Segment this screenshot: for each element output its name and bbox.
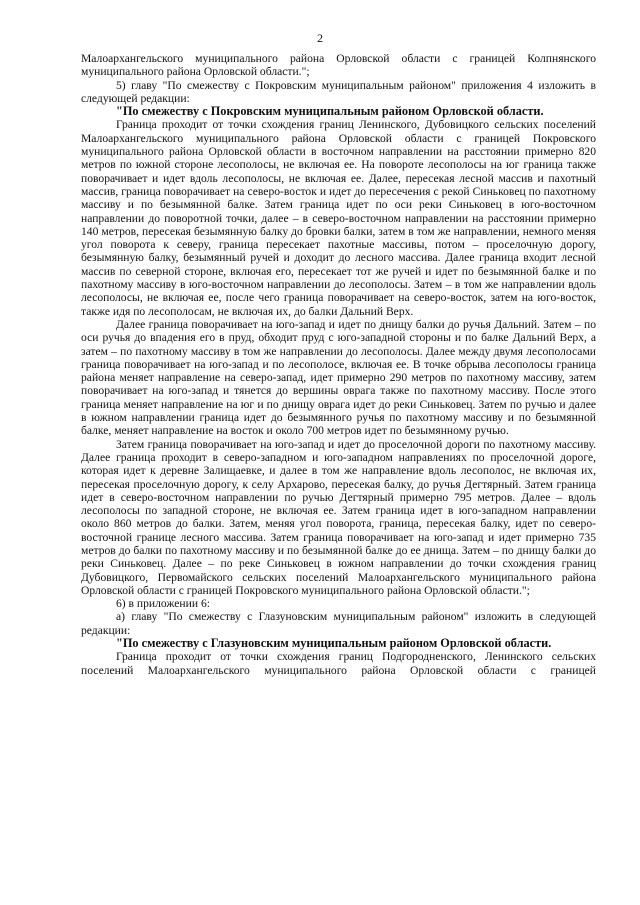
- amendment-subitem-a: а) главу "По смежеству с Глазуновским муниципальным районом" изложить в следующей редакции:: [81, 610, 596, 637]
- section-heading-glazunovsky: "По смежеству с Глазуновским муниципальным районом Орловской области.: [116, 636, 552, 651]
- document-body: [81, 52, 596, 677]
- page-number: 2: [317, 31, 323, 45]
- boundary-paragraph-2: Далее граница поворачивает на юго-запад и идет по днищу балки до ручья Дальний. Затем – по оси ручья до впадения его в пруд, обходит пруд с юго-западной стороны и по балке Дальний Верх, а затем – по пахотному массиву в том же направлении до лесополосы. Далее между двумя лесополосами граница поворачивает на юго-запад и по лесополосе, включая ее. В точке обрыва лесополосы граница района меняет направление на северо-запад, идет примерно 290 метров по пахотному массиву, затем поворачивает на юго-запад и тянется до вершины оврага также по пахотному массиву. После этого граница меняет направление на юг и по днищу оврага идет до реки Синьковец. Затем по ручью и далее в южном направлении граница идет до безымянного ручья по пахотному массиву и по безымянной балке, меняет направление на восток и около 700 метров идет по безымянному ручью.: [81, 317, 596, 438]
- section-heading-pokrovsky: "По смежеству с Покровским муниципальным районом Орловской области.: [116, 104, 544, 119]
- boundary-paragraph-1: Граница проходит от точки схождения границ Ленинского, Дубовицкого сельских поселений Малоархангельского муниципального района Орловской области с границей Покровского муниципального района Орловской области в восточном направлении на расстоянии примерно 820 метров по южной стороне лесополосы, не включая ее. На повороте лесополосы на юг граница также поворачивает и идет вдоль лесополосы, не включая ее. Далее, пересекая лесной массив и пахотный массив, граница поворачивает на северо-восток и идет до пересечения с рекой Синьковец по пахотному массиву и по безымянной балке. Затем граница идет по оси реки Синьковец в юго-восточном направлении до поворотной точки, далее – в северо-восточном направлении на расстоянии примерно 140 метров, пересекая безымянную балку до бровки балки, затем в том же направлении, немного меняя угол поворота к северу, граница пересекает пахотные массивы, потом – проселочную дорогу, безымянную балку, безымянный ручей и доходит до лесного массива. Далее граница входит лесной массив по северной стороне, включая его, пересекает тот же ручей и идет по безымянной балке и по пахотному массиву в юго-восточном направлении до лесополосы. Затем – в том же направлении вдоль лесополосы, не включая ее, после чего граница поворачивает на северо-восток, затем на юго-восток, также идя по лесополосам, не включая их, до балки Дальний Верх.: [81, 118, 596, 318]
- continuation-paragraph: Малоархангельского муниципального района Орловской области с границей Колпнянского муниципального района Орловской области.";: [81, 52, 596, 79]
- amendment-item-5: 5) главу "По смежеству с Покровским муниципальным районом" приложения 4 изложить в следующей редакции:: [81, 78, 596, 105]
- amendment-item-6: 6) в приложении 6:: [116, 597, 210, 611]
- boundary-paragraph-glazunovsky: Граница проходит от точки схождения границ Подгородненского, Ленинского сельских поселений Малоархангельского муниципального района Орловской области с границей: [81, 650, 596, 677]
- boundary-paragraph-3: Затем граница поворачивает на юго-запад и идет до проселочной дороги по пахотному массиву. Далее граница проходит в северо-западном и юго-западном направлениях по проселочной дороге, которая идет к деревне Залищаевке, и далее в том же направление вдоль лесополос, не включая их, пересекая проселочную дорогу, к селу Архарово, пересекая балку, до ручья Дегтярный. Затем граница идет в северо-восточном направлении по ручью Дегтярный примерно 795 метров. Далее – вдоль лесополосы по западной стороне, не включая ее. Затем граница идет в юго-западном направлении около 860 метров до балки. Затем, меняя угол поворота, граница, пересекая балку, идет по северо-восточной границе лесного массива. Затем граница поворачивает на юго-запад и идет примерно 735 метров до балки по пахотному массиву и по безымянной балке до ее днища. Затем – по днищу балки до реки Синьковец. Далее – по реке Синьковец в южном направлении до точки схождения границ Дубовицкого, Первомайского сельских поселений Малоархангельского муниципального района Орловской области с границей Покровского муниципального района Орловской области.";: [81, 437, 596, 597]
